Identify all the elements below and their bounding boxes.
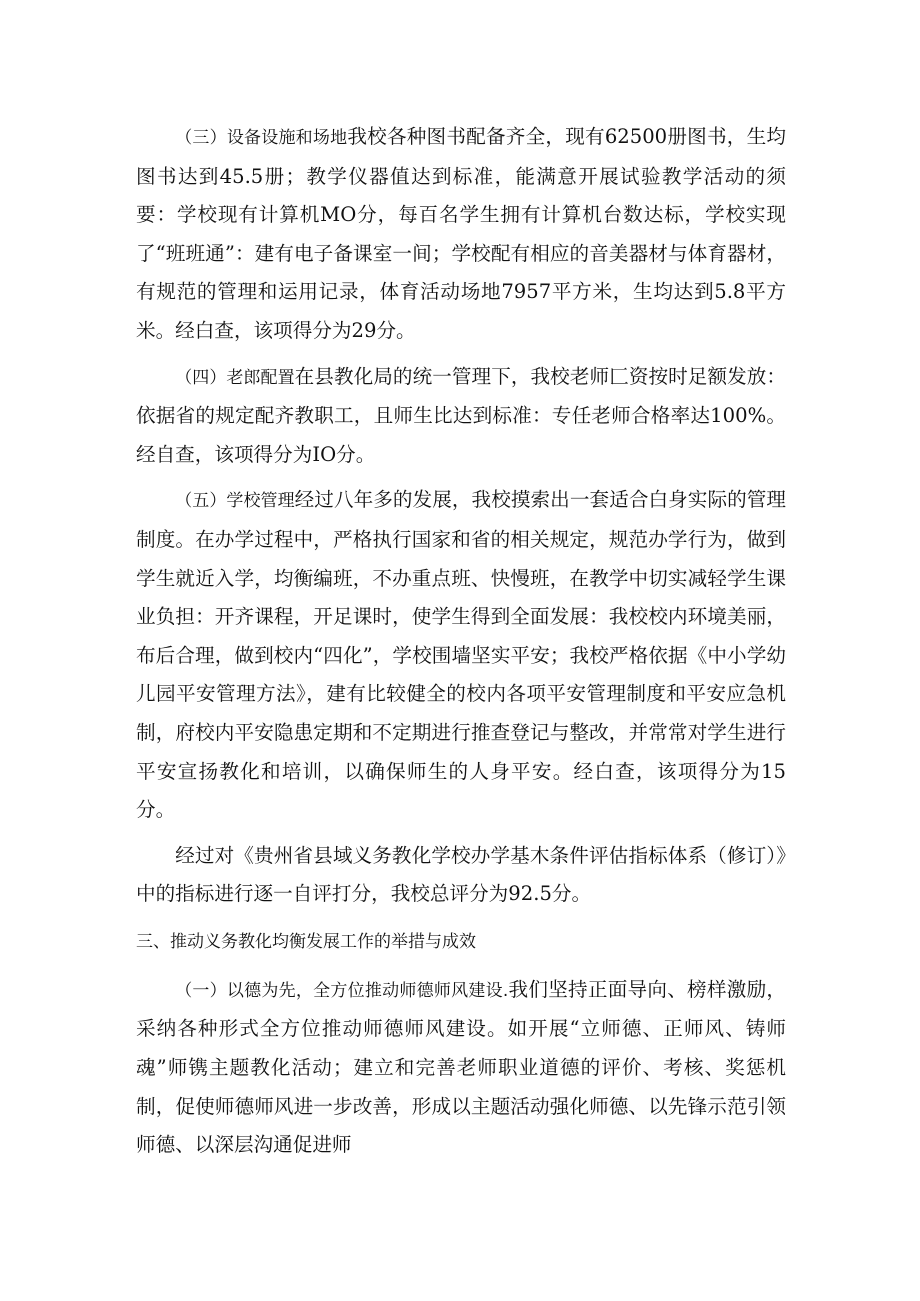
section-heading: 三、推动义务教化均衡发展工作的举措与成效 — [136, 931, 476, 952]
paragraph-text: 经过对《贵州省县域义务教化学校办学基木条件评估指标体系（修订）》中的指标进行逐一自评打分，我校总评分为92.5分。 — [136, 843, 786, 906]
paragraph-lead: （三）设备设施和场地 — [175, 128, 348, 148]
paragraph-lead: （四）老郎配置 — [175, 367, 295, 388]
paragraph-teacher-ethics — [136, 971, 786, 1165]
paragraph-teacher-staffing — [136, 358, 786, 475]
paragraph-text: 我校各种图书配备齐全，现有62500册图书，生均图书达到45.5册；教学仪器值达到标准，能满意开展试验教学活动的须要：学校现有计算机MO分，每百名学生拥有计算机台数达标，学校实现了“班班通”：建有电子备课室一间；学校配有相应的音美器材与体育器材，有规范的管理和运用记录，体育活动场地7957平方米，生均达到5.8平方米。经白查，该项得分为29分。 — [136, 125, 786, 342]
paragraph-lead: （一）以德为先，全方位推动师德师风建设. — [175, 980, 509, 1001]
paragraph-text: 在县教化局的统一管理下，我校老师匚资按时足额发放：依据省的规定配齐教职工，且师生比达到标准：专任老师合格率达100%。经自查，该项得分为IO分。 — [136, 364, 787, 466]
paragraph-facilities — [136, 118, 786, 351]
document-body — [136, 118, 786, 1165]
paragraph-text: 经过八年多的发展，我校摸索出一套适合白身实际的管理制度。在办学过程中，严格执行国家和省的相关规定，规范办学行为，做到学生就近入学，均衡编班，不办重点班、快慢班，在教学中切实减轻学生课业负担：开齐课程，开足课时，使学生得到全面发展：我校校内环境美丽，布后合理，做到校内“四化”，学校围墙坚实平安；我校严格依据《中小学幼儿园平安管理方法》，建有比较健全的校内各项平安管理制度和平安应急机制，府校内平安隐患定期和不定期进行推查登记与整改，并常常对学生进行平安宣扬教化和培训，以确保师生的人身平安。经白查，该项得分为15分。 — [136, 488, 787, 822]
paragraph-summary — [136, 837, 786, 914]
paragraph-lead: （五）学校管理 — [175, 491, 295, 512]
paragraph-text: 我们坚持正面导向、榜样激励，采纳各种形式全方位推动师德师风建设。如开展“立师德、正师风、铸师魂”师镌主题教化活动；建立和完善老师职业道德的评价、考核、奖惩机制，促使师德师风进一步改善，形成以主题活动强化师德、以先锋示范引领师德、以深层沟通促进师 — [136, 977, 787, 1157]
paragraph-school-management — [136, 481, 786, 829]
